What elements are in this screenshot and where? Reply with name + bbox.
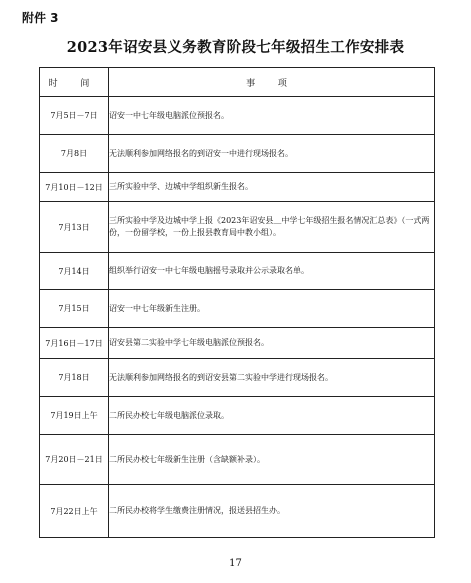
row-time: 7月18日: [40, 359, 109, 397]
row-item: 三所实验中学及边城中学上报《2023年诏安县＿中学七年级招生报名情况汇总表》（一式两份，一份留学校，一份上报县教育局中教小组）。: [109, 202, 435, 253]
row-time: 7月22日上午: [40, 485, 109, 538]
table-row: [40, 328, 435, 359]
row-time: 7月5日－7日: [40, 97, 109, 135]
row-time: 7月8日: [40, 135, 109, 173]
page-title: 2023年诏安县义务教育阶段七年级招生工作安排表: [66, 39, 405, 56]
table-header-row: [40, 68, 435, 97]
row-item: 二所民办校将学生缴费注册情况，报送县招生办。: [109, 485, 435, 538]
row-item: 诏安一中七年级电脑派位预报名。: [109, 97, 435, 135]
table-row: [40, 359, 435, 397]
header-time: 时 间: [40, 68, 109, 97]
row-time: 7月19日上午: [40, 397, 109, 435]
table-row: [40, 253, 435, 290]
table-row: [40, 173, 435, 202]
row-item: 无法顺利参加网络报名的到诏安一中进行现场报名。: [109, 135, 435, 173]
attachment-label: 附件 3: [22, 11, 59, 25]
row-item: 二所民办校七年级新生注册（含缺额补录）。: [109, 435, 435, 485]
row-item: 二所民办校七年级电脑派位录取。: [109, 397, 435, 435]
row-time: 7月15日: [40, 290, 109, 328]
table-row: [40, 397, 435, 435]
row-time: 7月16日－17日: [40, 328, 109, 359]
row-item: 三所实验中学、边城中学组织新生报名。: [109, 173, 435, 202]
row-time: 7月20日－21日: [40, 435, 109, 485]
row-item: 诏安县第二实验中学七年级电脑派位预报名。: [109, 328, 435, 359]
table-row: [40, 485, 435, 538]
row-time: 7月14日: [40, 253, 109, 290]
row-time: 7月13日: [40, 202, 109, 253]
page-number: 17: [229, 558, 242, 569]
table-row: [40, 202, 435, 253]
table-row: [40, 435, 435, 485]
table-row: [40, 135, 435, 173]
table-row: [40, 97, 435, 135]
row-item: 组织举行诏安一中七年级电脑摇号录取并公示录取名单。: [109, 253, 435, 290]
row-item: 无法顺利参加网络报名的到诏安县第二实验中学进行现场报名。: [109, 359, 435, 397]
row-time: 7月10日－12日: [40, 173, 109, 202]
row-item: 诏安一中七年级新生注册。: [109, 290, 435, 328]
schedule-table: [39, 67, 435, 538]
table-row: [40, 290, 435, 328]
header-item: 事 项: [109, 68, 435, 97]
